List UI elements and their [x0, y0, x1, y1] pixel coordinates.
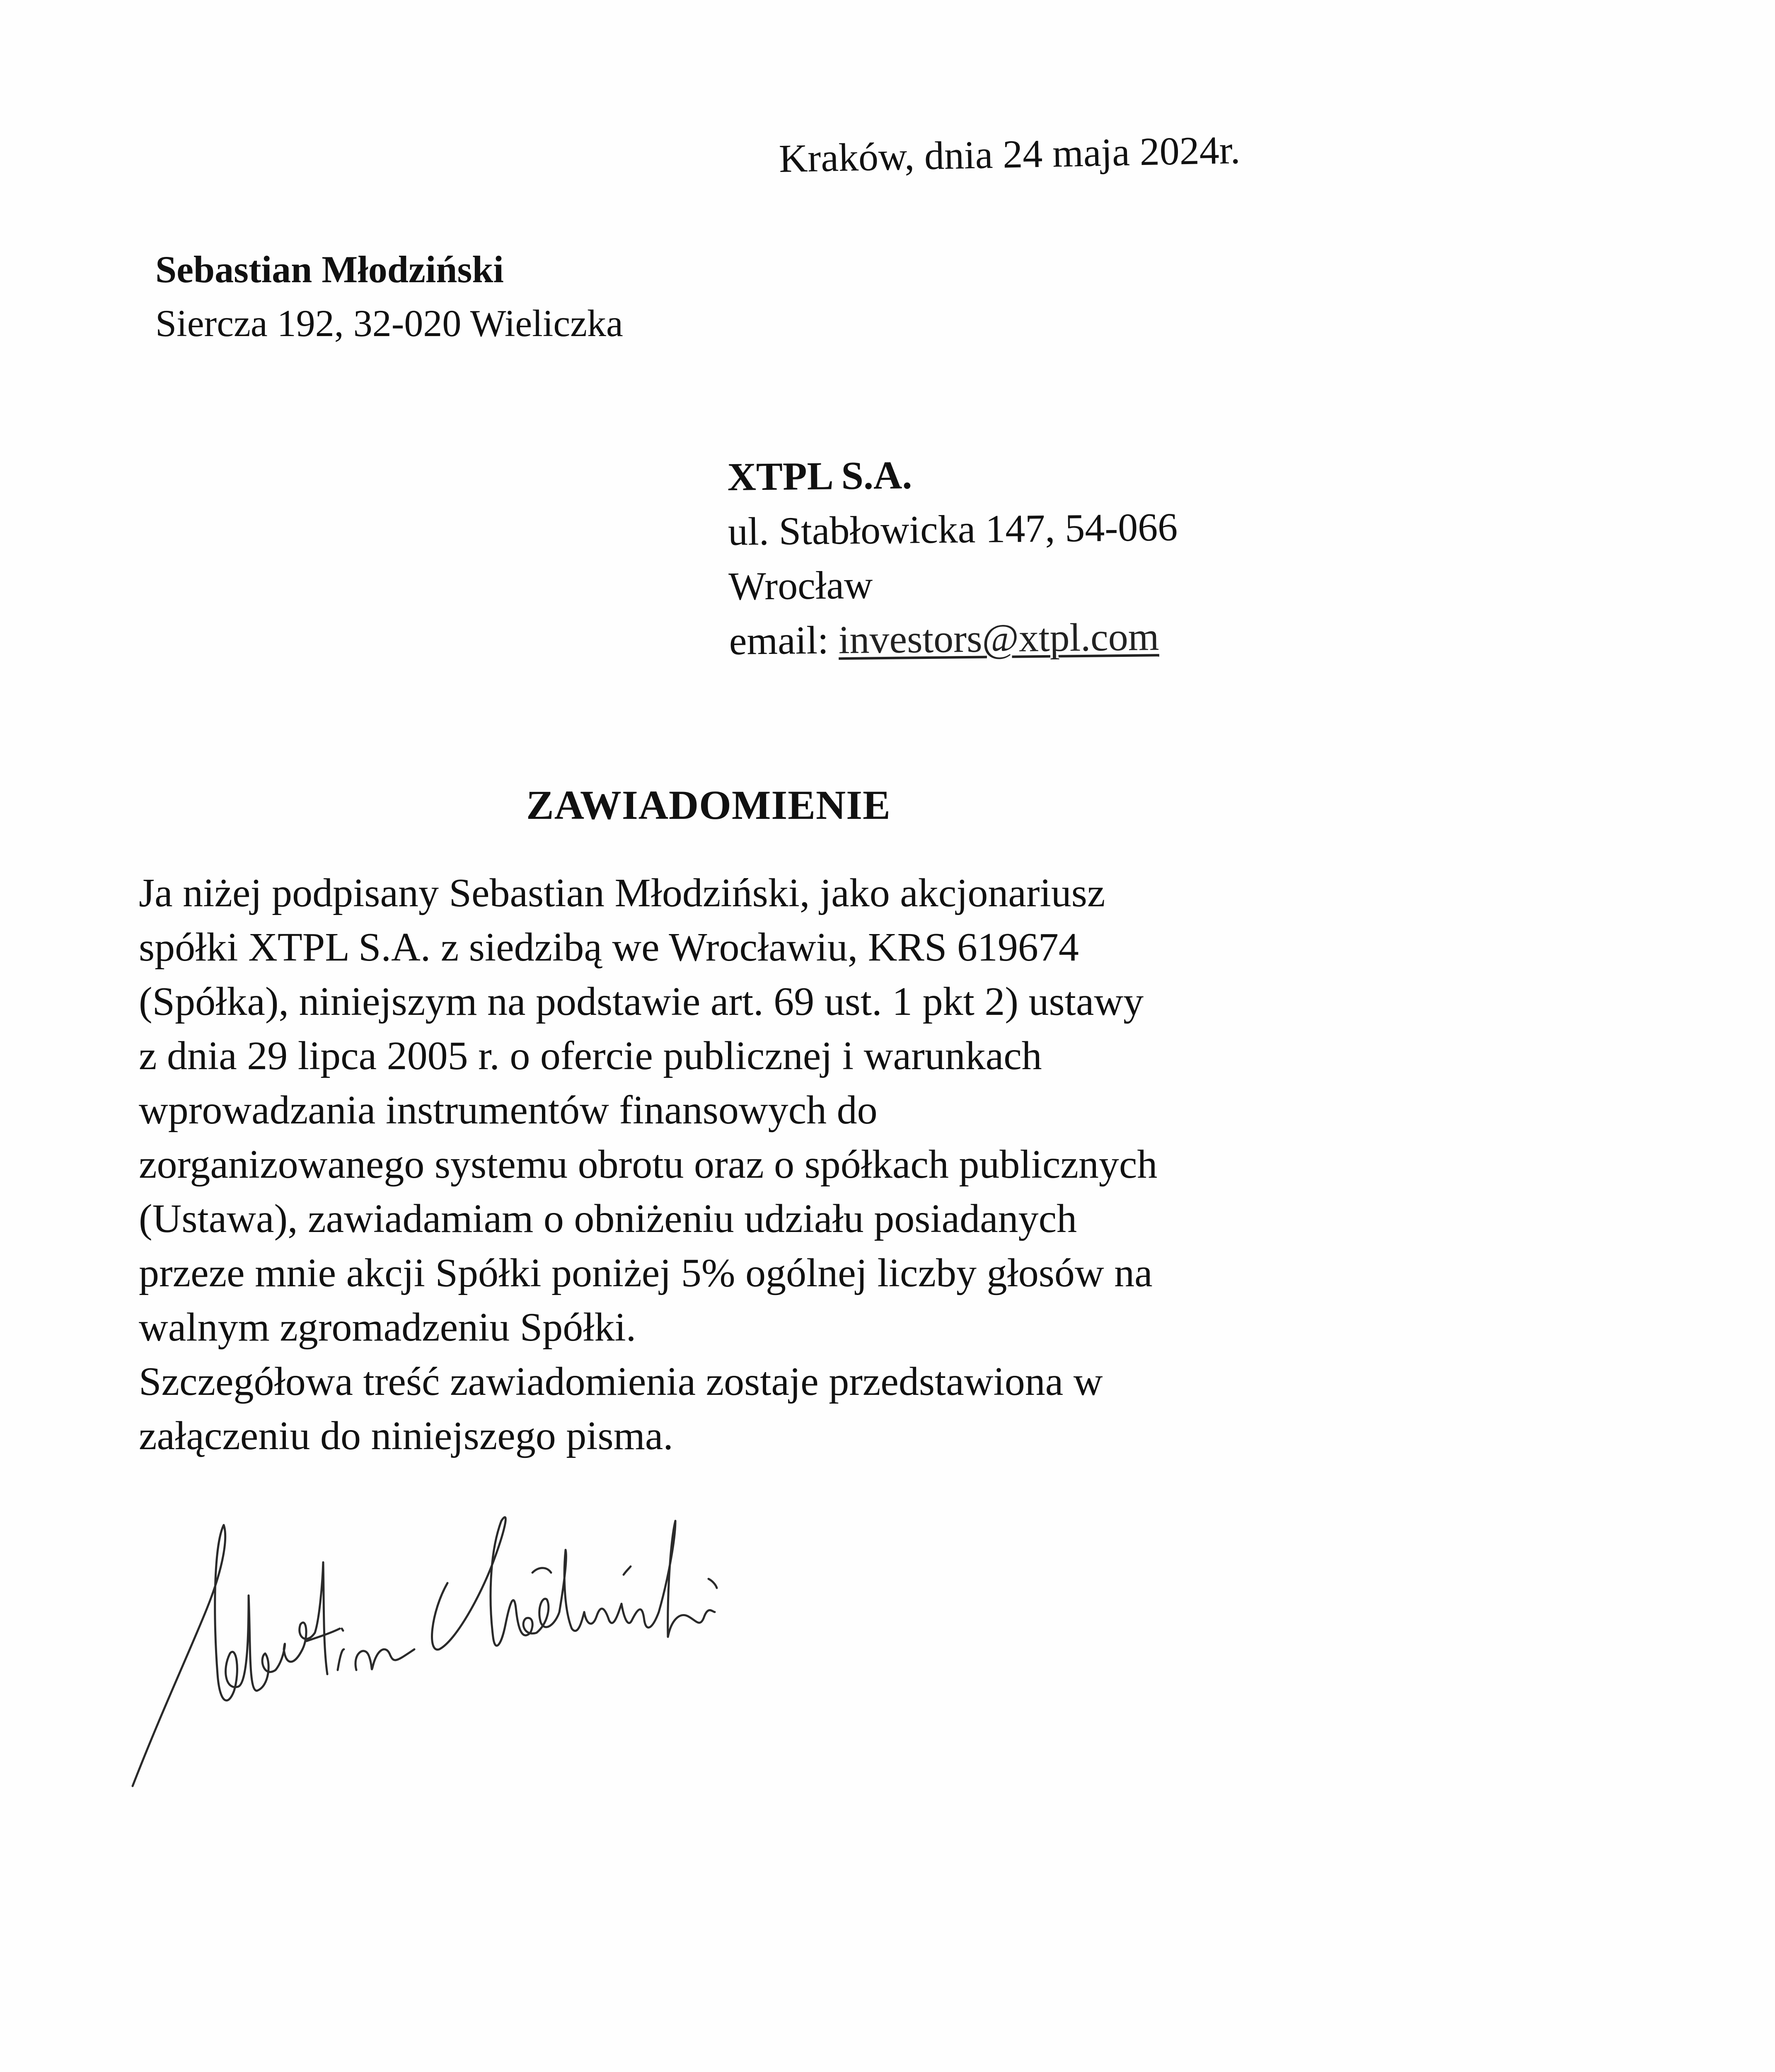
sender-name: Sebastian Młodziński — [155, 248, 504, 290]
recipient-block — [727, 445, 1179, 668]
handwritten-signature — [124, 1513, 994, 1803]
signature-stroke-accent-1 — [532, 1568, 551, 1573]
signature-stroke-first-name — [133, 1525, 414, 1786]
document-title: ZAWIADOMIENIE — [526, 782, 891, 828]
document-body — [139, 866, 1382, 1463]
place-and-date: Kraków, dnia 24 maja 2024r. — [778, 127, 1241, 181]
signature-icon — [124, 1513, 994, 1803]
recipient-city: Wrocław — [728, 562, 873, 608]
body-paragraph-2: Szczegółowa treść zawiadomienia zostaje przedstawiona w załączeniu do niniejszego pisma. — [139, 1359, 1103, 1458]
email-label: email: — [729, 617, 829, 663]
signature-stroke-last-name — [432, 1517, 715, 1649]
recipient-email-line — [729, 609, 1179, 668]
signature-stroke-accent-2 — [624, 1566, 631, 1575]
recipient-company: XTPL S.A. — [727, 453, 912, 499]
sender-block — [155, 242, 623, 350]
recipient-street: ul. Stabłowicka 147, 54-066 — [728, 504, 1178, 554]
signature-stroke-accent-3 — [709, 1579, 717, 1588]
body-paragraph-1: Ja niżej podpisany Sebastian Młodziński, jako akcjonariusz spółki XTPL S.A. z siedzibą we Wrocławiu, KRS 619674 (Spółka), niniejszym na podstawie art. 69 ust. 1 pkt 2) ustawy z dnia 29 lipca 2005 r. o ofercie publicznej i warunkach wprowadzania instrumentów finansowych do zorganizowanego systemu obrotu oraz o spółkach publicznych (Ustawa), zawiadamiam o obniżeniu udziału posiadanych przeze mnie akcji Spółki poniżej 5% ogólnej liczby głosów na walnym zgromadzeniu Spółki. — [139, 871, 1158, 1350]
sender-address: Siercza 192, 32-020 Wieliczka — [155, 302, 623, 344]
email-link[interactable]: investors@xtpl.com — [838, 614, 1159, 662]
